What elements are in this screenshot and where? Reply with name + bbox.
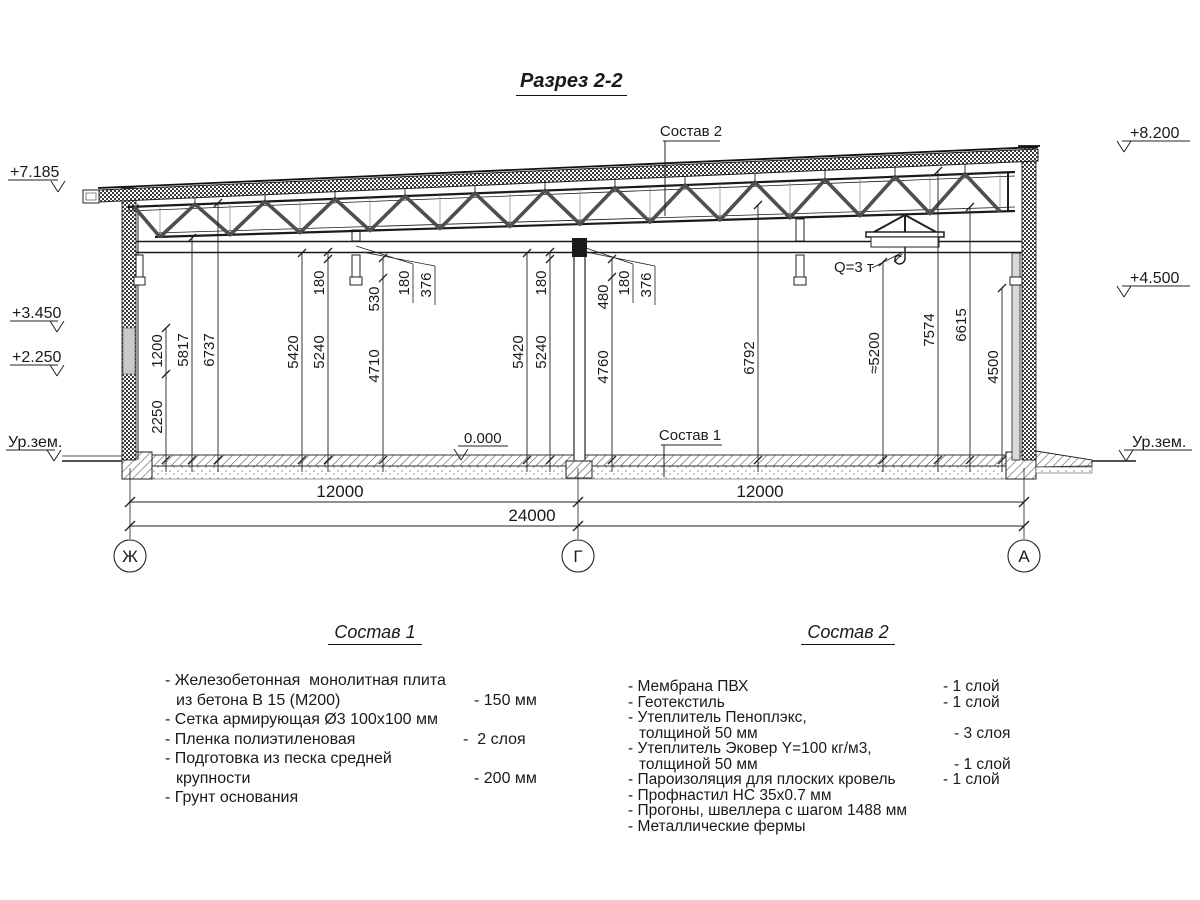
crane-capacity-label: Q=3 т <box>834 259 874 276</box>
bottom-dim-labels <box>316 482 783 525</box>
dim-label: 180 <box>616 270 633 296</box>
axis-label: Г <box>573 547 583 566</box>
dim-label: 1200 <box>149 334 166 368</box>
axis-markers <box>114 540 1040 572</box>
layer-name: толщиной 50 мм <box>639 724 758 742</box>
dim-label: 5817 <box>175 333 192 367</box>
layer-name: - Железобетонная монолитная плита <box>165 672 446 689</box>
dim-span-left: 12000 <box>316 482 364 501</box>
layer-value: - 1 слой <box>954 755 1011 773</box>
axis-label: А <box>1018 547 1030 566</box>
composition-1-title: Состав 1 <box>328 622 421 645</box>
layer-value: - 200 мм <box>474 769 537 787</box>
floor-slab <box>122 451 1092 479</box>
dim-span-right: 12000 <box>736 482 784 501</box>
layer-name: - Подготовка из песка средней <box>165 750 392 767</box>
elevation-label: +4.500 <box>1130 270 1180 287</box>
dim-label: 2250 <box>149 400 166 434</box>
dim-label: 180 <box>311 270 328 296</box>
layer-value: - 1 слой <box>943 693 1000 711</box>
dim-label: 376 <box>638 272 655 298</box>
dim-label: 4710 <box>366 349 383 383</box>
layer-name: - Утеплитель Эковер Y=100 кг/м3, <box>628 740 872 757</box>
elevation-marks-right <box>1117 125 1192 461</box>
dim-label: 180 <box>533 270 550 296</box>
wall-left <box>122 188 138 460</box>
elevation-label: +2.250 <box>12 349 62 366</box>
roof-composition-callout: Состав 2 <box>659 123 723 140</box>
dim-label: ≈5200 <box>866 332 883 374</box>
layer-name: - Прогоны, швеллера с шагом 1488 мм <box>628 802 908 819</box>
composition-2-title: Состав 2 <box>801 622 894 645</box>
layer-name: - Металлические фермы <box>628 817 806 835</box>
composition-list-1 <box>165 622 585 808</box>
roof-composition-band <box>98 149 1038 202</box>
elevation-label: +7.185 <box>10 164 60 181</box>
dim-label: 4760 <box>595 350 612 384</box>
wall-right <box>1012 146 1040 460</box>
elevation-label: +3.450 <box>12 305 62 322</box>
dim-label: 6615 <box>953 308 970 342</box>
dim-label: 7574 <box>921 313 938 347</box>
layer-value: - 3 слоя <box>954 724 1011 742</box>
layer-name: - Пароизоляция для плоских кровель <box>628 771 896 788</box>
elevation-label: Ур.зем. <box>1132 434 1187 451</box>
dim-label: 5240 <box>311 335 328 369</box>
layer-value: - 1 слой <box>943 771 1000 788</box>
dim-label: 5420 <box>510 335 527 369</box>
layer-value: - 150 мм <box>474 691 537 709</box>
entrance-ramp <box>1036 451 1092 467</box>
layer-name: - Грунт основания <box>165 789 299 806</box>
dim-label: 480 <box>595 284 612 310</box>
elevation-marks-left <box>6 164 65 461</box>
layer-value: - 1 слой <box>943 678 1000 695</box>
layer-name: - Профнастил НС 35х0.7 мм <box>628 786 832 804</box>
floor-composition-callout: Состав 1 <box>658 427 722 444</box>
roof-deck <box>83 147 1038 204</box>
layer-name: крупности <box>176 769 251 787</box>
composition-list-2 <box>628 622 1068 834</box>
zero-level-mark: 0.000 <box>464 430 502 447</box>
elevation-label: Ур.зем. <box>8 434 63 451</box>
layer-name: - Пленка полиэтиленовая <box>165 730 356 748</box>
drawing-title: Разрез 2-2 <box>516 70 627 96</box>
layer-name: толщиной 50 мм <box>639 755 758 773</box>
dim-label: 4500 <box>985 350 1002 384</box>
layer-name: - Сетка армирующая Ø3 100х100 мм <box>165 711 438 728</box>
dim-label: 6737 <box>201 333 218 367</box>
dim-label: 5240 <box>533 335 550 369</box>
layer-name: - Утеплитель Пеноплэкс, <box>628 709 807 726</box>
layer-name: - Мембрана ПВХ <box>628 678 749 695</box>
monorail-hoist <box>866 215 944 264</box>
layer-name: - Геотекстиль <box>628 693 725 711</box>
layer-name: из бетона В 15 (М200) <box>176 691 341 709</box>
dim-label: 530 <box>366 286 383 312</box>
column-middle <box>572 238 587 460</box>
dim-label: 180 <box>396 270 413 296</box>
layer-value: - 2 слоя <box>463 730 526 748</box>
axis-label: Ж <box>122 547 138 566</box>
dim-label: 6792 <box>741 341 758 375</box>
elevation-label: +8.200 <box>1130 125 1180 142</box>
dim-label: 376 <box>418 272 435 298</box>
dim-label: 5420 <box>285 335 302 369</box>
window-band <box>123 328 135 374</box>
dim-total: 24000 <box>508 506 556 525</box>
